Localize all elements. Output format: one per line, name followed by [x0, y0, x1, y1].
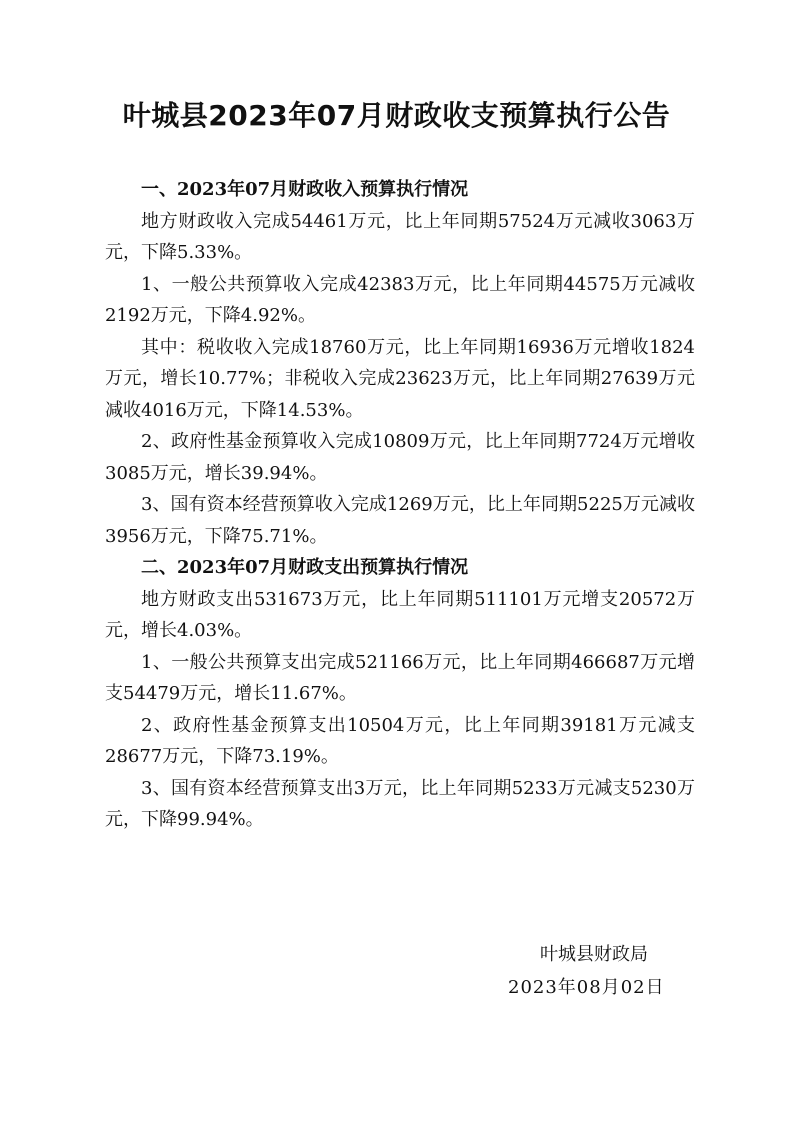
paragraph: 2、政府性基金预算支出10504万元，比上年同期39181万元减支28677万元，下降73.19%。 [105, 714, 695, 767]
section-heading-expenditure: 二、2023年07月财政支出预算执行情况 [141, 557, 469, 578]
paragraph: 2、政府性基金预算收入完成10809万元，比上年同期7724万元增收3085万元，增长39.94%。 [105, 431, 695, 484]
paragraph: 其中：税收收入完成18760万元，比上年同期16936万元增收1824万元，增长10.77%；非税收入完成23623万元，比上年同期27639万元减收4016万元，下降14.53%。 [105, 336, 695, 421]
paragraph: 3、国有资本经营预算支出3万元，比上年同期5233万元减支5230万元，下降99.94%。 [105, 777, 695, 830]
paragraph: 3、国有资本经营预算收入完成1269万元，比上年同期5225万元减收3956万元，下降75.71%。 [105, 494, 695, 547]
paragraph: 地方财政支出531673万元，比上年同期511101万元增支20572万元，增长4.03%。 [105, 588, 695, 641]
document-title: 叶城县2023年07月财政收支预算执行公告 [122, 99, 671, 132]
signature-date: 2023年08月02日 [508, 977, 665, 998]
paragraph: 地方财政收入完成54461万元，比上年同期57524万元减收3063万元，下降5.33%。 [105, 210, 695, 263]
section-heading-revenue: 一、2023年07月财政收入预算执行情况 [141, 179, 469, 200]
paragraph: 1、一般公共预算收入完成42383万元，比上年同期44575万元减收2192万元，下降4.92%。 [105, 273, 695, 326]
paragraph: 1、一般公共预算支出完成521166万元，比上年同期466687万元增支54479万元，增长11.67%。 [105, 651, 695, 704]
signature-organization: 叶城县财政局 [540, 944, 648, 965]
document-body [105, 174, 695, 836]
